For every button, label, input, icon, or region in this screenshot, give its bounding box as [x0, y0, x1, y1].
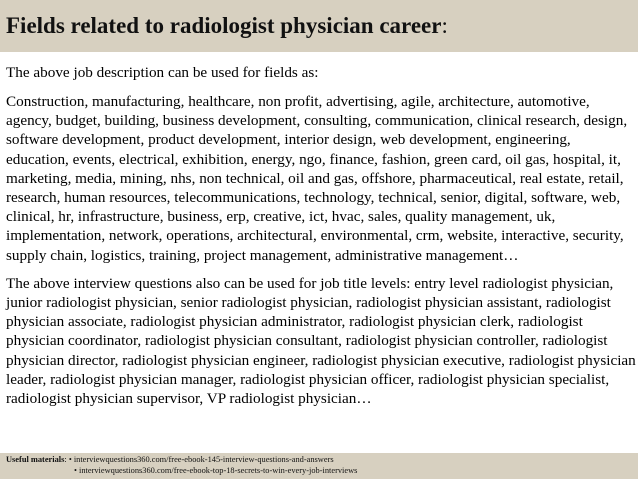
footer-label: Useful materials — [6, 455, 65, 464]
footer-link-2[interactable]: • interviewquestions360.com/free-ebook-top-18-secrets-to-win-every-job-interviews — [74, 466, 358, 475]
footer-row-1 — [6, 454, 638, 465]
footer-bar — [0, 453, 638, 479]
job-levels-paragraph: The above interview questions also can be used for job title levels: entry level radiologist physician, junior radiologist physician, senior radiologist physician, radiologist physician assistant, radiologist physician associate, radiologist physician administrator, radiologist physician clerk, radiologist physician coordinator, radiologist physician consultant, radiologist physician controller, radiologist physician director, radiologist physician engineer, radiologist physician executive, radiologist physician leader, radiologist physician manager, radiologist physician officer, radiologist physician specialist, radiologist physician supervisor, VP radiologist physician… — [6, 274, 636, 408]
fields-paragraph: Construction, manufacturing, healthcare, non profit, advertising, agile, architecture, automotive, agency, budget, building, business development, consulting, communication, clinical research, design, software development, product development, interior design, web development, engineering, education, events, electrical, exhibition, energy, ngo, finance, fashion, green card, oil gas, hospital, it, marketing, media, mining, nhs, non technical, oil and gas, offshore, pharmaceutical, real estate, retail, research, human resources, telecommunications, technology, technical, senior, digital, software, web, clinical, hr, infrastructure, business, erp, creative, ict, hvac, sales, quality management, uk, implementation, network, operations, architectural, environmental, crm, website, interactive, security, supply chain, logistics, training, project management, administrative management… — [6, 93, 628, 264]
footer-row-2 — [6, 465, 638, 476]
intro-text: The above job description can be used for fields as: — [6, 64, 319, 81]
footer-link-1[interactable]: • interviewquestions360.com/free-ebook-145-interview-questions-and-answers — [68, 455, 334, 464]
main-content — [6, 63, 636, 417]
title-bar — [0, 0, 638, 52]
page-title: Fields related to radiologist physician career — [6, 13, 442, 38]
page-title-colon: : — [441, 13, 448, 38]
footer-separator: : — [64, 455, 69, 464]
